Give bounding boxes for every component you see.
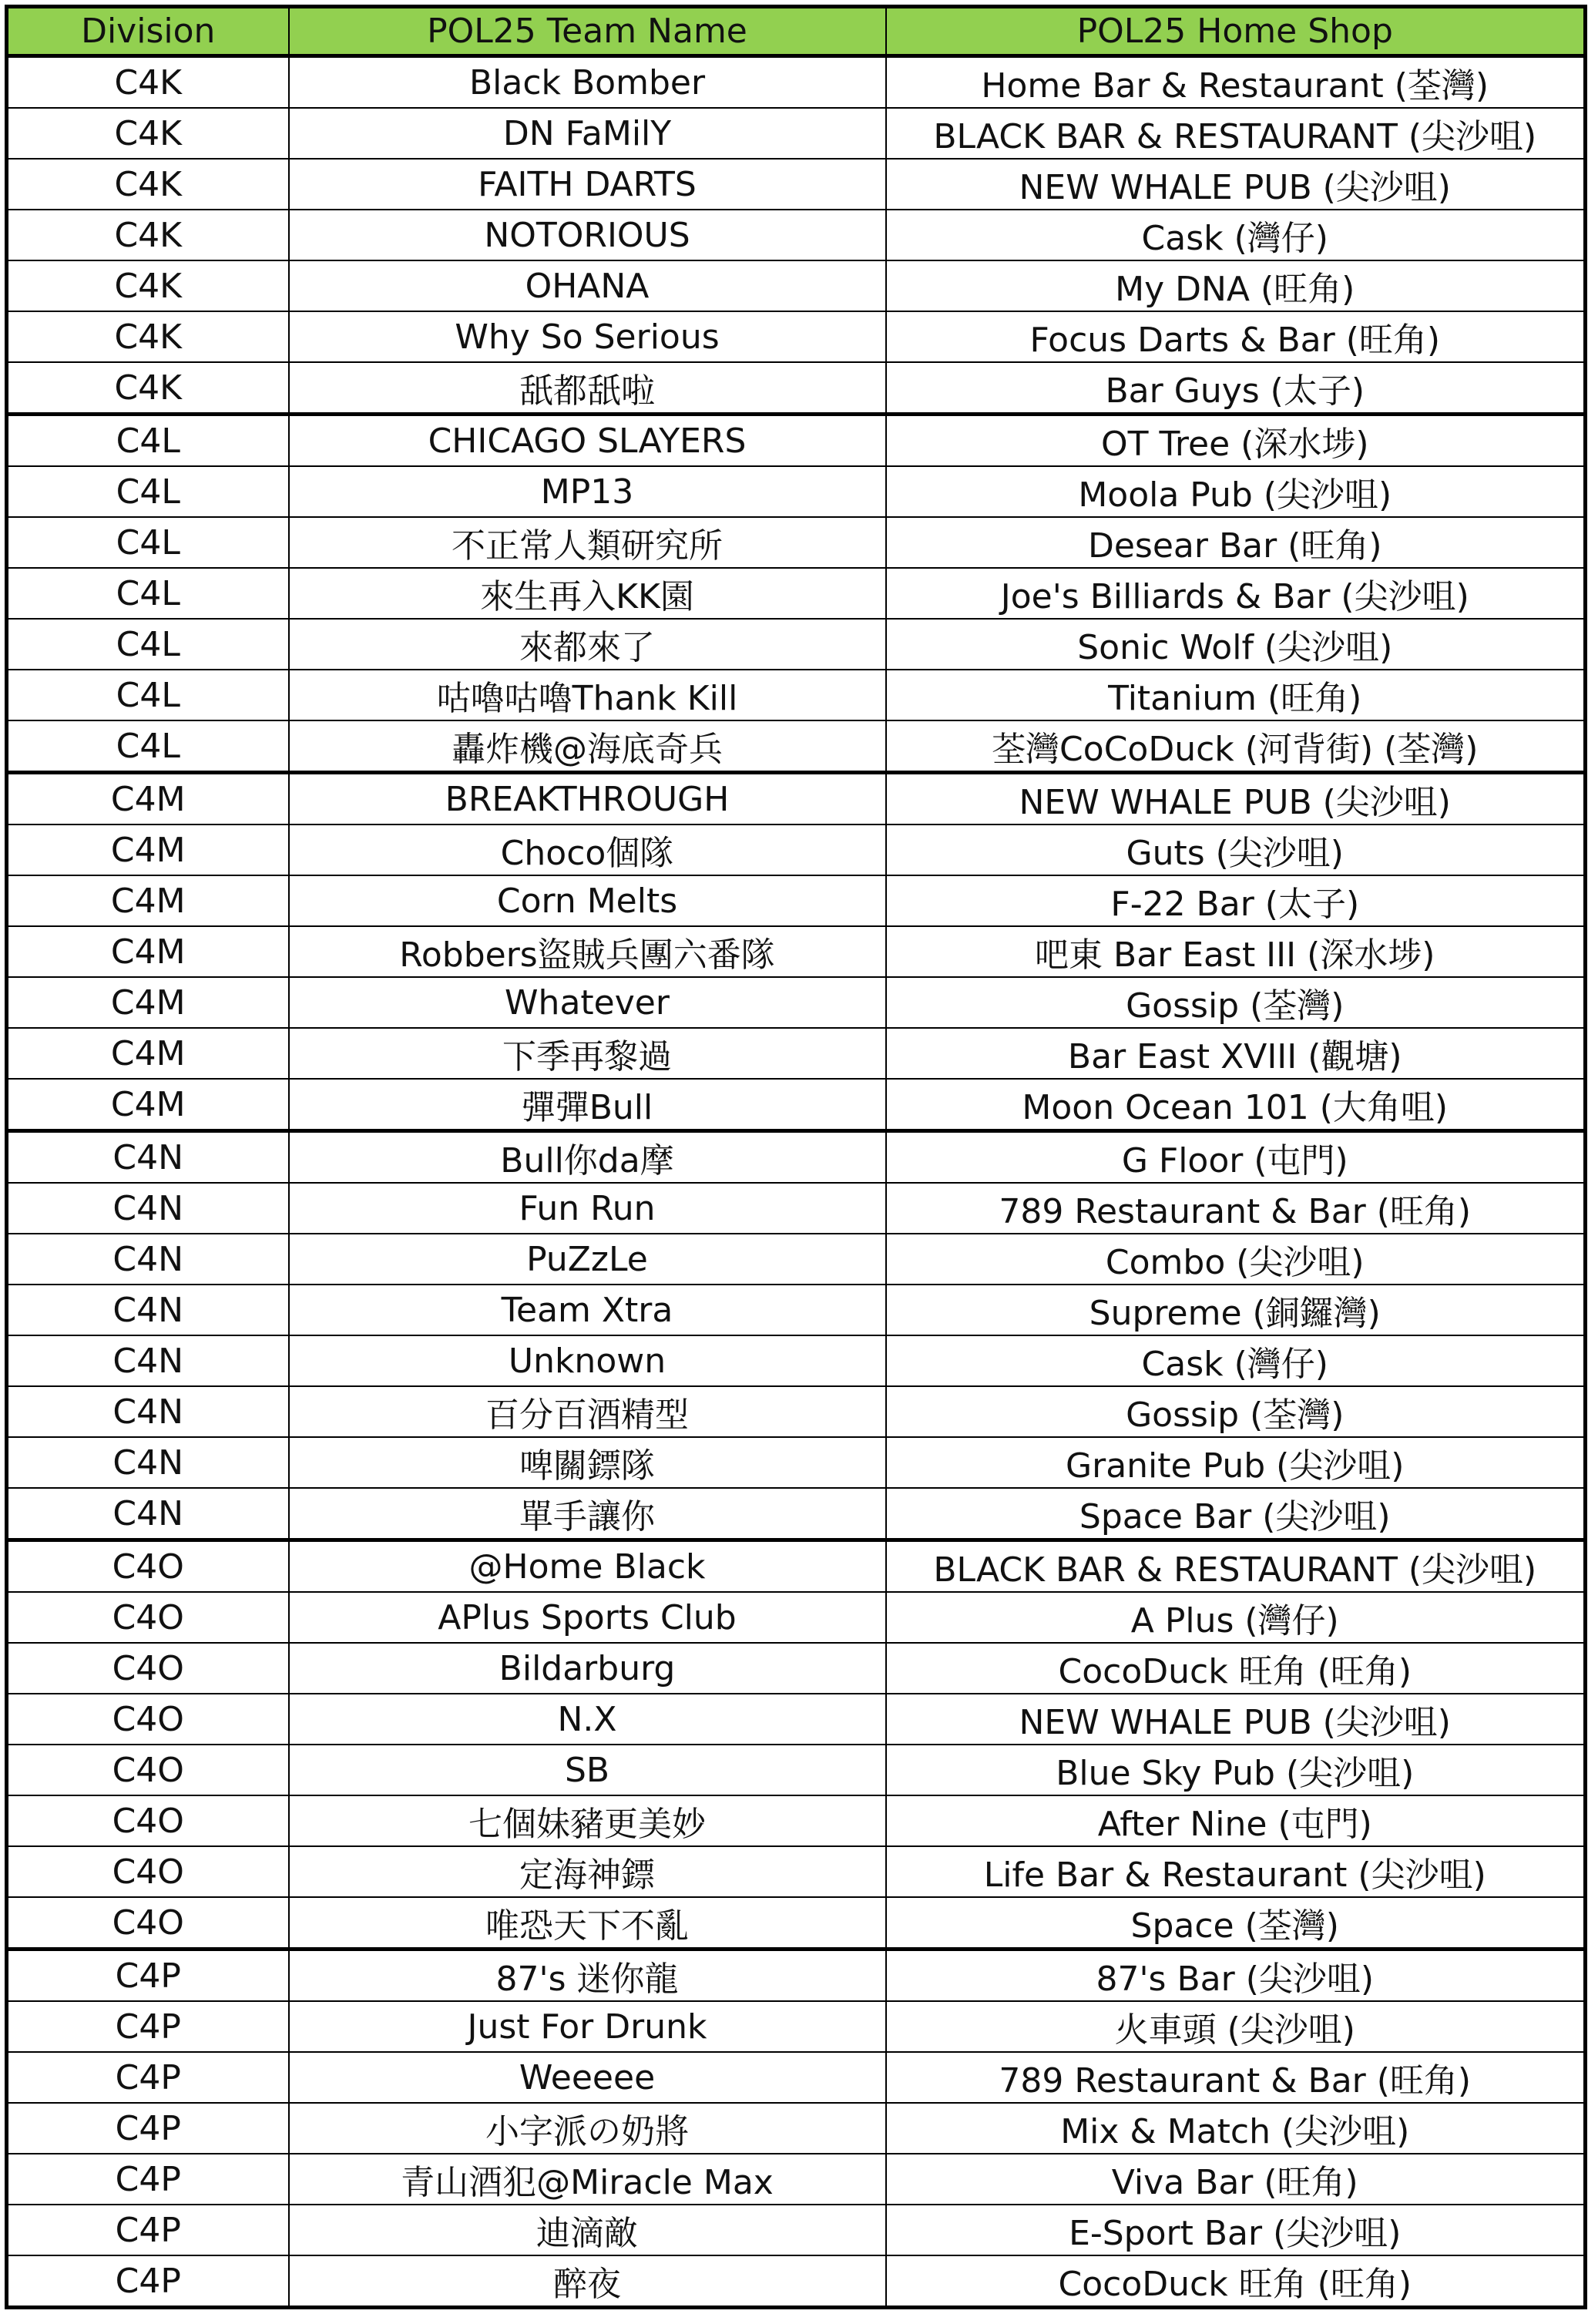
division-cell: C4K (7, 362, 289, 415)
table-row (7, 824, 1586, 875)
team-name-cell: DN FaMilY (289, 108, 886, 159)
table-row (7, 773, 1586, 825)
header-home-shop: POL25 Home Shop (886, 7, 1586, 56)
table-row (7, 159, 1586, 210)
table-row (7, 1897, 1586, 1950)
team-name-cell: Unknown (289, 1335, 886, 1386)
team-name-cell: 下季再黎過 (289, 1028, 886, 1079)
home-shop-cell: Blue Sky Pub (尖沙咀) (886, 1745, 1586, 1795)
division-cell: C4N (7, 1183, 289, 1234)
division-cell: C4L (7, 619, 289, 670)
home-shop-cell: Space Bar (尖沙咀) (886, 1488, 1586, 1540)
team-name-cell: 不正常人類研究所 (289, 517, 886, 568)
division-cell: C4N (7, 1437, 289, 1488)
division-cell: C4L (7, 415, 289, 467)
home-shop-cell: Life Bar & Restaurant (尖沙咀) (886, 1846, 1586, 1897)
team-name-cell: Team Xtra (289, 1285, 886, 1335)
division-cell: C4N (7, 1234, 289, 1285)
team-name-cell: Bull你da摩 (289, 1131, 886, 1184)
home-shop-cell: CocoDuck 旺角 (旺角) (886, 1643, 1586, 1694)
home-shop-cell: F-22 Bar (太子) (886, 875, 1586, 926)
division-cell: C4M (7, 977, 289, 1028)
table-row (7, 1079, 1586, 1131)
division-cell: C4M (7, 875, 289, 926)
table-row (7, 926, 1586, 977)
division-cell: C4M (7, 1079, 289, 1131)
division-cell: C4P (7, 1950, 289, 2002)
home-shop-cell: Mix & Match (尖沙咀) (886, 2103, 1586, 2154)
team-name-cell: 定海神鏢 (289, 1846, 886, 1897)
home-shop-cell: Cask (灣仔) (886, 210, 1586, 260)
team-name-cell: Weeeee (289, 2052, 886, 2103)
division-cell: C4L (7, 517, 289, 568)
team-name-cell: Why So Serious (289, 311, 886, 362)
table-row (7, 415, 1586, 467)
team-name-cell: OHANA (289, 260, 886, 311)
division-cell: C4O (7, 1745, 289, 1795)
home-shop-cell: Joe's Billiards & Bar (尖沙咀) (886, 568, 1586, 619)
home-shop-cell: A Plus (灣仔) (886, 1592, 1586, 1643)
division-cell: C4P (7, 2103, 289, 2154)
division-cell: C4M (7, 773, 289, 825)
division-cell: C4K (7, 311, 289, 362)
team-name-cell: Bildarburg (289, 1643, 886, 1694)
home-shop-cell: BLACK BAR & RESTAURANT (尖沙咀) (886, 1540, 1586, 1593)
home-shop-cell: Moon Ocean 101 (大角咀) (886, 1079, 1586, 1131)
team-name-cell: 啤關鏢隊 (289, 1437, 886, 1488)
home-shop-cell: Guts (尖沙咀) (886, 824, 1586, 875)
home-shop-cell: After Nine (屯門) (886, 1795, 1586, 1846)
division-cell: C4O (7, 1846, 289, 1897)
table-row (7, 875, 1586, 926)
team-name-cell: 青山酒犯@Miracle Max (289, 2154, 886, 2205)
team-name-cell: MP13 (289, 466, 886, 517)
home-shop-cell: Combo (尖沙咀) (886, 1234, 1586, 1285)
table-row (7, 1234, 1586, 1285)
home-shop-cell: Moola Pub (尖沙咀) (886, 466, 1586, 517)
team-name-cell: BREAKTHROUGH (289, 773, 886, 825)
table-row (7, 2205, 1586, 2255)
table-row (7, 2255, 1586, 2308)
table-row (7, 1285, 1586, 1335)
division-cell: C4O (7, 1897, 289, 1950)
division-cell: C4P (7, 2205, 289, 2255)
team-name-cell: 來生再入KK園 (289, 568, 886, 619)
division-cell: C4N (7, 1386, 289, 1437)
table-row (7, 362, 1586, 415)
header-team-name: POL25 Team Name (289, 7, 886, 56)
division-cell: C4P (7, 2154, 289, 2205)
team-name-cell: 彈彈Bull (289, 1079, 886, 1131)
table-row (7, 977, 1586, 1028)
table-row (7, 1183, 1586, 1234)
table-row (7, 1643, 1586, 1694)
home-shop-cell: Supreme (銅鑼灣) (886, 1285, 1586, 1335)
team-name-cell: SB (289, 1745, 886, 1795)
table-row (7, 1592, 1586, 1643)
home-shop-cell: Bar East XVIII (觀塘) (886, 1028, 1586, 1079)
division-cell: C4P (7, 2255, 289, 2308)
home-shop-cell: Space (荃灣) (886, 1897, 1586, 1950)
division-cell: C4P (7, 2052, 289, 2103)
table-row (7, 1745, 1586, 1795)
home-shop-cell: Gossip (荃灣) (886, 1386, 1586, 1437)
table-row (7, 466, 1586, 517)
home-shop-cell: NEW WHALE PUB (尖沙咀) (886, 1694, 1586, 1745)
team-name-cell: Robbers盜賊兵團六番隊 (289, 926, 886, 977)
team-name-cell: 迪滴敵 (289, 2205, 886, 2255)
division-cell: C4L (7, 720, 289, 773)
home-shop-cell: OT Tree (深水埗) (886, 415, 1586, 467)
division-cell: C4M (7, 824, 289, 875)
home-shop-cell: E-Sport Bar (尖沙咀) (886, 2205, 1586, 2255)
table-row (7, 1846, 1586, 1897)
team-name-cell: FAITH DARTS (289, 159, 886, 210)
header-row (7, 7, 1586, 56)
table-row (7, 2154, 1586, 2205)
table-row (7, 2052, 1586, 2103)
table-row (7, 720, 1586, 773)
table-row (7, 311, 1586, 362)
team-name-cell: NOTORIOUS (289, 210, 886, 260)
team-name-cell: PuZzLe (289, 1234, 886, 1285)
team-name-cell: 單手讓你 (289, 1488, 886, 1540)
division-cell: C4P (7, 2001, 289, 2052)
table-row (7, 1386, 1586, 1437)
table-row (7, 56, 1586, 109)
table-row (7, 1131, 1586, 1184)
division-cell: C4K (7, 56, 289, 109)
team-name-cell: 舐都舐啦 (289, 362, 886, 415)
home-shop-cell: CocoDuck 旺角 (旺角) (886, 2255, 1586, 2308)
team-name-cell: Corn Melts (289, 875, 886, 926)
division-cell: C4L (7, 568, 289, 619)
home-shop-cell: Sonic Wolf (尖沙咀) (886, 619, 1586, 670)
table-row (7, 2103, 1586, 2154)
team-name-cell: Whatever (289, 977, 886, 1028)
division-cell: C4K (7, 210, 289, 260)
team-name-cell: APlus Sports Club (289, 1592, 886, 1643)
division-cell: C4M (7, 1028, 289, 1079)
division-cell: C4L (7, 466, 289, 517)
team-name-cell: @Home Black (289, 1540, 886, 1593)
home-shop-cell: NEW WHALE PUB (尖沙咀) (886, 773, 1586, 825)
team-name-cell: 醉夜 (289, 2255, 886, 2308)
team-name-cell: 七個妹豬更美妙 (289, 1795, 886, 1846)
table-row (7, 2001, 1586, 2052)
table-row (7, 1437, 1586, 1488)
table-row (7, 1335, 1586, 1386)
division-cell: C4K (7, 159, 289, 210)
team-name-cell: 來都來了 (289, 619, 886, 670)
home-shop-cell: Bar Guys (太子) (886, 362, 1586, 415)
team-name-cell: 87's 迷你龍 (289, 1950, 886, 2002)
division-team-table (5, 5, 1587, 2309)
division-cell: C4O (7, 1643, 289, 1694)
team-name-cell: Just For Drunk (289, 2001, 886, 2052)
table-row (7, 1028, 1586, 1079)
team-name-cell: 咕嚕咕嚕Thank Kill (289, 670, 886, 720)
home-shop-cell: Desear Bar (旺角) (886, 517, 1586, 568)
table-row (7, 568, 1586, 619)
table-row (7, 210, 1586, 260)
division-cell: C4O (7, 1592, 289, 1643)
home-shop-cell: My DNA (旺角) (886, 260, 1586, 311)
division-cell: C4K (7, 260, 289, 311)
division-cell: C4O (7, 1694, 289, 1745)
division-cell: C4N (7, 1335, 289, 1386)
table-row (7, 108, 1586, 159)
home-shop-cell: 荃灣CoCoDuck (河背街) (荃灣) (886, 720, 1586, 773)
home-shop-cell: Viva Bar (旺角) (886, 2154, 1586, 2205)
home-shop-cell: NEW WHALE PUB (尖沙咀) (886, 159, 1586, 210)
home-shop-cell: 789 Restaurant & Bar (旺角) (886, 1183, 1586, 1234)
table-row (7, 1488, 1586, 1540)
home-shop-cell: 789 Restaurant & Bar (旺角) (886, 2052, 1586, 2103)
table-row (7, 1950, 1586, 2002)
team-name-cell: Black Bomber (289, 56, 886, 109)
home-shop-cell: Titanium (旺角) (886, 670, 1586, 720)
home-shop-cell: 吧東 Bar East III (深水埗) (886, 926, 1586, 977)
home-shop-cell: 87's Bar (尖沙咀) (886, 1950, 1586, 2002)
team-name-cell: Fun Run (289, 1183, 886, 1234)
table-row (7, 1795, 1586, 1846)
home-shop-cell: Home Bar & Restaurant (荃灣) (886, 56, 1586, 109)
division-cell: C4O (7, 1795, 289, 1846)
table-row (7, 517, 1586, 568)
division-cell: C4K (7, 108, 289, 159)
team-name-cell: 唯恐天下不亂 (289, 1897, 886, 1950)
home-shop-cell: G Floor (屯門) (886, 1131, 1586, 1184)
division-cell: C4M (7, 926, 289, 977)
table-body (7, 56, 1586, 2308)
table-row (7, 1540, 1586, 1593)
team-name-cell: 轟炸機@海底奇兵 (289, 720, 886, 773)
table-row (7, 1694, 1586, 1745)
table-row (7, 619, 1586, 670)
division-cell: C4N (7, 1285, 289, 1335)
division-cell: C4L (7, 670, 289, 720)
home-shop-cell: Gossip (荃灣) (886, 977, 1586, 1028)
table-row (7, 670, 1586, 720)
division-cell: C4N (7, 1488, 289, 1540)
team-name-cell: 百分百酒精型 (289, 1386, 886, 1437)
team-name-cell: CHICAGO SLAYERS (289, 415, 886, 467)
team-name-cell: Choco個隊 (289, 824, 886, 875)
header-division: Division (7, 7, 289, 56)
home-shop-cell: Cask (灣仔) (886, 1335, 1586, 1386)
team-name-cell: N.X (289, 1694, 886, 1745)
table-row (7, 260, 1586, 311)
division-cell: C4N (7, 1131, 289, 1184)
home-shop-cell: Granite Pub (尖沙咀) (886, 1437, 1586, 1488)
home-shop-cell: Focus Darts & Bar (旺角) (886, 311, 1586, 362)
team-name-cell: 小字派の奶將 (289, 2103, 886, 2154)
home-shop-cell: BLACK BAR & RESTAURANT (尖沙咀) (886, 108, 1586, 159)
division-cell: C4O (7, 1540, 289, 1593)
home-shop-cell: 火車頭 (尖沙咀) (886, 2001, 1586, 2052)
